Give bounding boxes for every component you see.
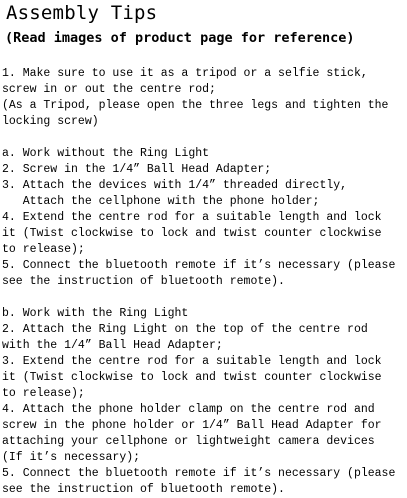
instruction-line: 4. Attach the phone holder clamp on the centre rod and xyxy=(2,403,375,416)
instruction-line: attaching your cellphone or lightweight camera devices xyxy=(2,435,375,448)
page-title: Assembly Tips xyxy=(6,2,158,24)
blank-line xyxy=(2,130,395,146)
instruction-line: (If it’s necessary); xyxy=(2,451,141,464)
instruction-line: locking screw) xyxy=(2,115,99,128)
instruction-line: it (Twist clockwise to lock and twist counter clockwise xyxy=(2,227,382,240)
instruction-line: (As a Tripod, please open the three legs and tighten the xyxy=(2,99,389,112)
instruction-line: with the 1/4” Ball Head Adapter; xyxy=(2,339,223,352)
instruction-line: it (Twist clockwise to lock and twist counter clockwise xyxy=(2,371,382,384)
instruction-line: screw in or out the centre rod; xyxy=(2,83,216,96)
instruction-line: screw in the phone holder or 1/4” Ball Head Adapter for xyxy=(2,419,382,432)
instruction-line: 5. Connect the bluetooth remote if it’s necessary (please xyxy=(2,259,396,272)
instruction-line: 3. Extend the centre rod for a suitable length and lock xyxy=(2,355,382,368)
instruction-line: 3. Attach the devices with 1/4” threaded directly, xyxy=(2,179,348,192)
instruction-line: 2. Attach the Ring Light on the top of the centre rod xyxy=(2,323,368,336)
instruction-line: 5. Connect the bluetooth remote if it’s necessary (please xyxy=(2,467,396,480)
instruction-line: 2. Screw in the 1/4” Ball Head Adapter; xyxy=(2,163,272,176)
instruction-line: to release); xyxy=(2,243,85,256)
instruction-line: 1. Make sure to use it as a tripod or a selfie stick, xyxy=(2,67,368,80)
instruction-line: see the instruction of bluetooth remote). xyxy=(2,483,285,496)
instruction-line: a. Work without the Ring Light xyxy=(2,147,210,160)
instruction-line: Attach the cellphone with the phone holder; xyxy=(2,195,320,208)
instruction-line: see the instruction of bluetooth remote). xyxy=(2,275,285,288)
instruction-line: b. Work with the Ring Light xyxy=(2,307,189,320)
blank-line xyxy=(2,290,395,306)
instruction-line: 4. Extend the centre rod for a suitable length and lock xyxy=(2,211,382,224)
instruction-line: to release); xyxy=(2,387,85,400)
page-subtitle: (Read images of product page for reference) xyxy=(5,30,355,46)
instructions-body xyxy=(2,66,395,498)
